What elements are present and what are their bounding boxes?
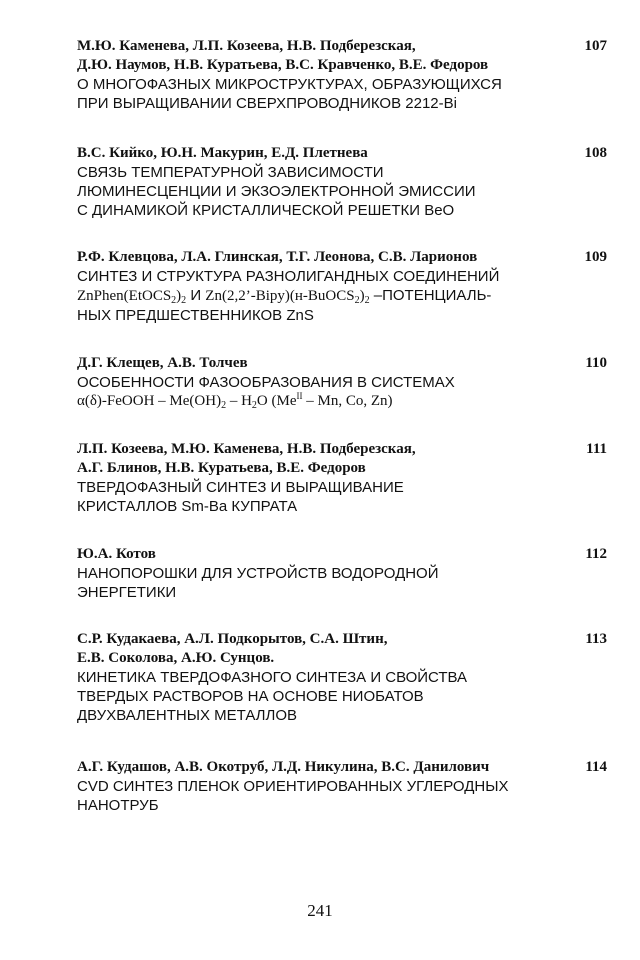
entry-title-line: ТВЕРДОФАЗНЫЙ СИНТЕЗ И ВЫРАЩИВАНИЕ bbox=[77, 479, 404, 496]
formula-text: – H bbox=[226, 393, 252, 409]
entry-page-number[interactable]: 113 bbox=[585, 631, 607, 647]
formula-superscript: II bbox=[296, 391, 303, 401]
entry-authors: С.Р. Кудакаева, А.Л. Подкорытов, С.А. Штин, Е.В. Соколова, А.Ю. Сунцов. bbox=[77, 631, 388, 666]
entry-authors: Р.Ф. Клевцова, Л.А. Глинская, Т.Г. Леонова, С.В. Ларионов bbox=[77, 249, 478, 265]
entry-title-line: НАНОТРУБ bbox=[77, 797, 159, 814]
entry-page-number[interactable]: 112 bbox=[585, 546, 607, 562]
formula-text: ) bbox=[359, 288, 365, 304]
entry-page-number[interactable]: 111 bbox=[586, 441, 607, 457]
toc-entry bbox=[77, 758, 607, 815]
toc-entry bbox=[77, 545, 607, 602]
toc-entry bbox=[77, 354, 607, 411]
toc-entry bbox=[77, 440, 607, 516]
page-number-footer: 241 bbox=[307, 901, 333, 920]
formula-text: ) bbox=[176, 288, 182, 304]
entry-title-line: ЭНЕРГЕТИКИ bbox=[77, 584, 177, 601]
formula-text: ZnPhen(EtOCS bbox=[77, 288, 172, 304]
entry-authors: Д.Г. Клещев, А.В. Толчев bbox=[77, 355, 248, 371]
entry-page-number[interactable]: 109 bbox=[584, 249, 607, 265]
formula-text: –ПОТЕНЦИАЛЬ- bbox=[369, 287, 492, 304]
toc-entry bbox=[77, 630, 607, 725]
entry-authors: Л.П. Козеева, М.Ю. Каменева, Н.В. Подберезская, А.Г. Блинов, Н.В. Куратьева, В.Е. Федоров bbox=[77, 441, 416, 476]
entry-title-line: ТВЕРДЫХ РАСТВОРОВ НА ОСНОВЕ НИОБАТОВ bbox=[77, 688, 424, 705]
formula-subscript: 2 bbox=[354, 295, 360, 306]
entry-title-line: ДВУХВАЛЕНТНЫХ МЕТАЛЛОВ bbox=[77, 707, 298, 724]
entry-title-line: ПРИ ВЫРАЩИВАНИИ СВЕРХПРОВОДНИКОВ 2212-Bi bbox=[77, 95, 457, 112]
entry-authors: М.Ю. Каменева, Л.П. Козеева, Н.В. Подберезская, Д.Ю. Наумов, Н.В. Куратьева, В.С. Кравченко, В.Е. Федоров bbox=[77, 38, 489, 73]
toc-entry bbox=[77, 144, 607, 220]
entry-title-line: О МНОГОФАЗНЫХ МИКРОСТРУКТУРАХ, ОБРАЗУЮЩИХСЯ bbox=[77, 76, 502, 93]
entry-page-number[interactable]: 108 bbox=[584, 145, 607, 161]
entry-title-formula-line bbox=[77, 392, 607, 411]
entry-title-line: НАНОПОРОШКИ ДЛЯ УСТРОЙСТВ ВОДОРОДНОЙ bbox=[77, 565, 439, 582]
entry-title-line: НЫХ ПРЕДШЕСТВЕННИКОВ ZnS bbox=[77, 307, 314, 324]
entry-authors: В.С. Кийко, Ю.Н. Макурин, Е.Д. Плетнева bbox=[77, 145, 368, 161]
entry-title-line: СВЯЗЬ ТЕМПЕРАТУРНОЙ ЗАВИСИМОСТИ bbox=[77, 164, 384, 181]
formula-subscript: 2 bbox=[251, 400, 257, 411]
entry-title-line: КРИСТАЛЛОВ Sm-Ba КУПРАТА bbox=[77, 498, 298, 515]
entry-title-line: ЛЮМИНЕСЦЕНЦИИ И ЭКЗОЭЛЕКТРОННОЙ ЭМИССИИ bbox=[77, 183, 476, 200]
formula-subscript: 2 bbox=[364, 295, 370, 306]
formula-text: Zn(2,2’-Bipy)(н-BuOCS bbox=[205, 288, 355, 304]
formula-text: O (Me bbox=[256, 393, 297, 409]
entry-title-formula-line bbox=[77, 286, 607, 306]
entry-title-line: ОСОБЕННОСТИ ФАЗООБРАЗОВАНИЯ В СИСТЕМАХ bbox=[77, 374, 455, 391]
formula-subscript: 2 bbox=[221, 400, 227, 411]
formula-text: И bbox=[186, 287, 206, 304]
entry-page-number[interactable]: 107 bbox=[584, 38, 607, 54]
entry-authors: А.Г. Кудашов, А.В. Окотруб, Л.Д. Никулина, В.С. Данилович bbox=[77, 759, 490, 775]
formula-subscript: 2 bbox=[171, 295, 177, 306]
toc-entry bbox=[77, 248, 607, 325]
toc-entry bbox=[77, 37, 607, 113]
entry-authors: Ю.А. Котов bbox=[77, 546, 156, 562]
entry-title-line: КИНЕТИКА ТВЕРДОФАЗНОГО СИНТЕЗА И СВОЙСТВА bbox=[77, 669, 468, 686]
formula-subscript: 2 bbox=[181, 295, 187, 306]
entry-page-number[interactable]: 110 bbox=[585, 355, 607, 371]
formula-text: α(δ)-FeOOH – Me(OH) bbox=[77, 393, 222, 409]
entry-title-line: CVD СИНТЕЗ ПЛЕНОК ОРИЕНТИРОВАННЫХ УГЛЕРОДНЫХ bbox=[77, 778, 509, 795]
entry-title-line: СИНТЕЗ И СТРУКТУРА РАЗНОЛИГАНДНЫХ СОЕДИНЕНИЙ bbox=[77, 268, 500, 285]
entry-page-number[interactable]: 114 bbox=[585, 759, 607, 775]
entry-title-line: С ДИНАМИКОЙ КРИСТАЛЛИЧЕСКОЙ РЕШЕТКИ BeO bbox=[77, 202, 455, 219]
formula-text: – Mn, Co, Zn) bbox=[302, 393, 393, 409]
